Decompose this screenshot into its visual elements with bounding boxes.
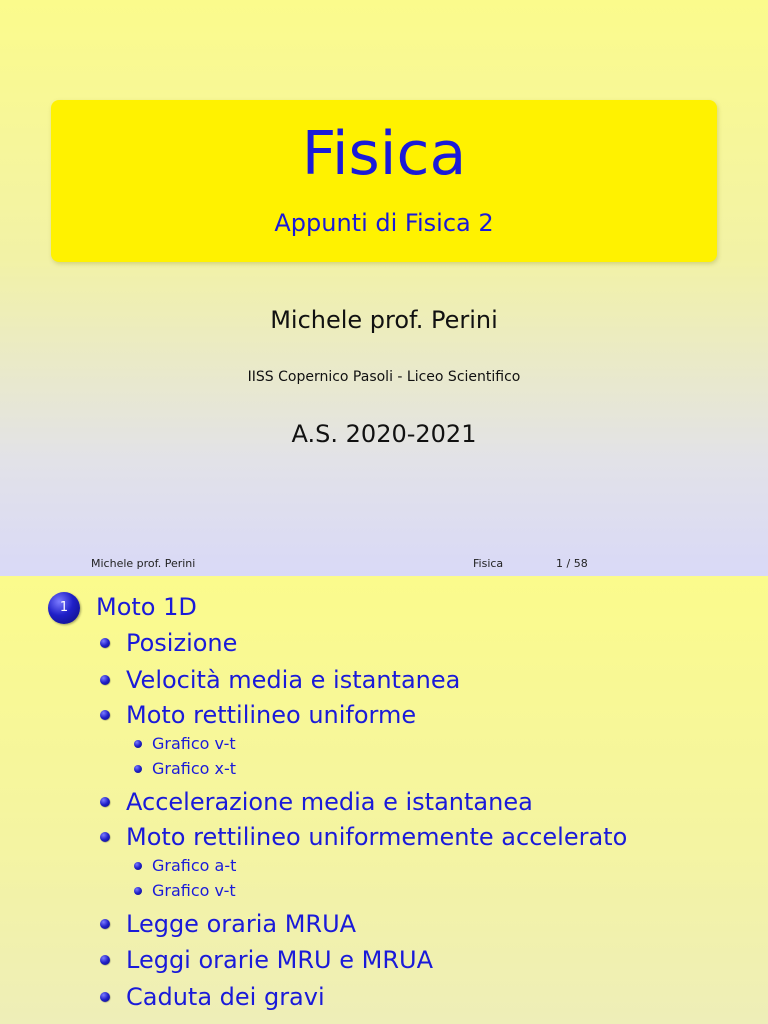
presentation-title: Fisica [301, 119, 467, 189]
institute: IISS Copernico Pasoli - Liceo Scientifico [247, 369, 521, 385]
sub-bullet-icon [134, 862, 142, 870]
footer-author: Michele prof. Perini [91, 557, 196, 570]
bullet-icon [100, 710, 110, 720]
sub-bullet-icon [134, 740, 142, 748]
outline-item: Caduta dei gravi [126, 983, 325, 1011]
author: Michele prof. Perini [270, 306, 498, 334]
outline-subitem: Grafico v-t [152, 881, 236, 900]
bullet-icon [100, 638, 110, 648]
outline-item: Posizione [126, 629, 238, 657]
outline-item: Velocità media e istantanea [126, 666, 461, 694]
outline-subitem: Grafico v-t [152, 734, 236, 753]
footer-page-number: 1 / 58 [556, 557, 588, 570]
outline-item: Moto rettilineo uniformemente accelerato [126, 823, 628, 851]
bullet-icon [100, 675, 110, 685]
section-number-badge: 1 [48, 592, 80, 624]
footer-title: Fisica [473, 557, 504, 570]
section-title: Moto 1D [96, 593, 197, 621]
bullet-icon [100, 832, 110, 842]
outline-item: Accelerazione media e istantanea [126, 788, 533, 816]
bullet-icon [100, 797, 110, 807]
bullet-icon [100, 992, 110, 1002]
sub-bullet-icon [134, 887, 142, 895]
outline-item: Legge oraria MRUA [126, 910, 357, 938]
academic-year: A.S. 2020-2021 [291, 420, 477, 448]
sub-bullet-icon [134, 765, 142, 773]
bullet-icon [100, 919, 110, 929]
outline-item: Moto rettilineo uniforme [126, 701, 417, 729]
outline-item: Leggi orarie MRU e MRUA [126, 946, 434, 974]
bullet-icon [100, 955, 110, 965]
outline-subitem: Grafico a-t [152, 856, 237, 875]
presentation-subtitle: Appunti di Fisica 2 [274, 209, 494, 237]
outline-subitem: Grafico x-t [152, 759, 237, 778]
